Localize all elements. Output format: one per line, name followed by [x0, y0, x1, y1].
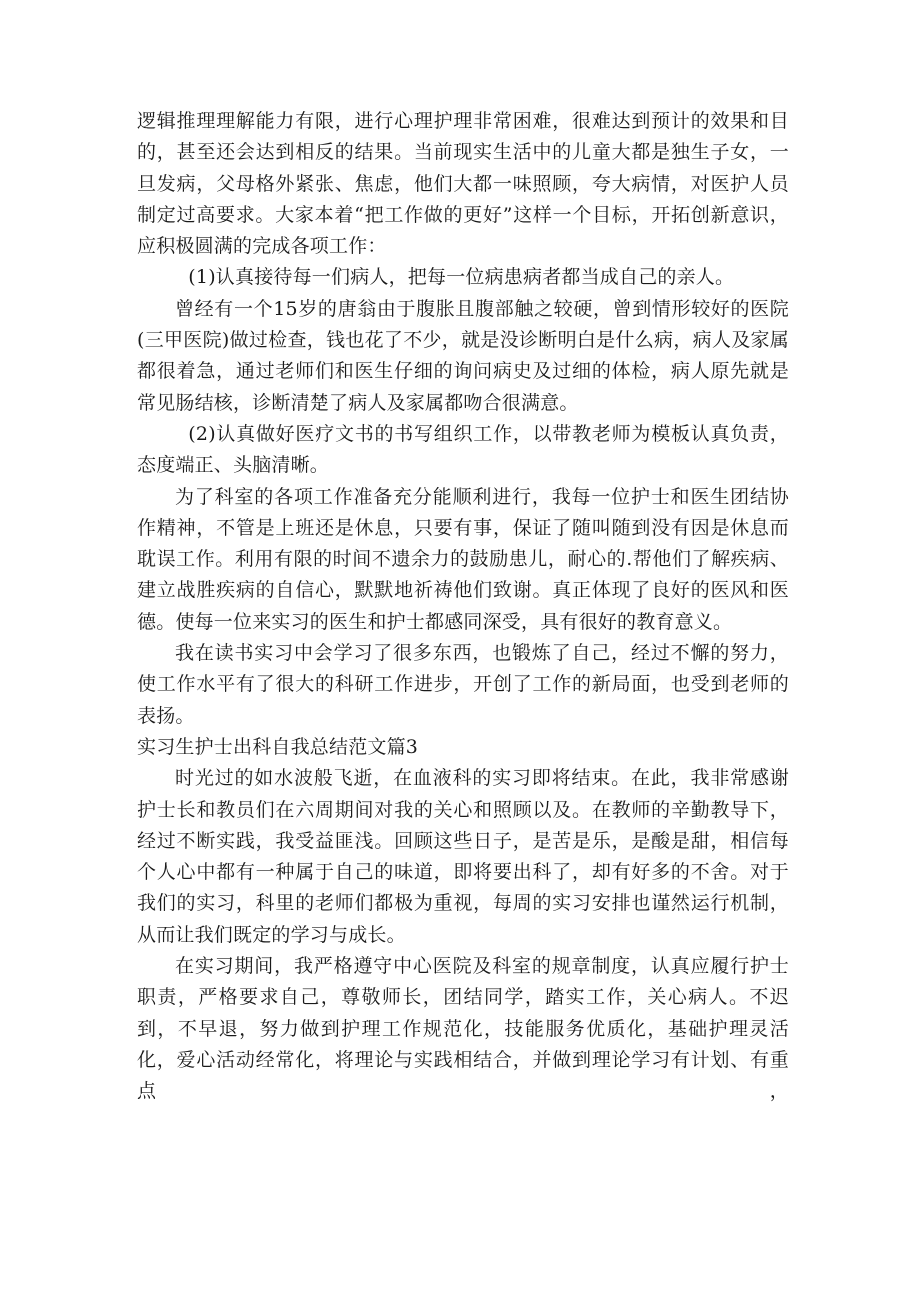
paragraph: 曾经有一个15岁的唐翁由于腹胀且腹部触之较硬，曾到情形较好的医院(三甲医院)做过检查，钱也花了不少，就是没诊断明白是什么病，病人及家属都很着急，通过老师们和医生仔细的询问病史及过细的体检，病人原先就是常见肠结核，诊断清楚了病人及家属都吻合很满意。 [137, 297, 789, 414]
section-heading: 实习生护士出科自我总结范文篇3 [137, 735, 419, 758]
paragraph: 逻辑推理理解能力有限，进行心理护理非常困难，很难达到预计的效果和目的，甚至还会达到相反的结果。当前现实生活中的儿童大都是独生子女，一旦发病，父母格外紧张、焦虑，他们大都一味照顾，夸大病情，对医护人员制定过高要求。大家本着“把工作做的更好”这样一个目标，开拓创新意识，应积极圆满的完成各项工作： [137, 110, 789, 258]
paragraph: 在实习期间，我严格遵守中心医院及科室的规章制度，认真应履行护士职责，严格要求自己，尊敬师长，团结同学，踏实工作，关心病人。不迟到，不早退，努力做到护理工作规范化，技能服务优质化，基础护理灵活化，爱心活动经常化，将理论与实践相结合，并做到理论学习有计划、有重点， [137, 955, 789, 1103]
list-item-2: (2)认真做好医疗文书的书写组织工作，以带教老师为模板认真负责，态度端正、头脑清晰。 [137, 422, 789, 477]
paragraph: 我在读书实习中会学习了很多东西，也锻炼了自己，经过不懈的努力，使工作水平有了很大的科研工作进步，开创了工作的新局面，也受到老师的表扬。 [137, 642, 789, 727]
document-body [137, 106, 789, 1108]
paragraph: 为了科室的各项工作准备充分能顺利进行，我每一位护士和医生团结协作精神，不管是上班还是休息，只要有事，保证了随叫随到没有因是休息而耽误工作。利用有限的时间不遗余力的鼓励患儿，耐心的.帮他们了解疾病、建立战胜疾病的自信心，默默地祈祷他们致谢。真正体现了良好的医风和医德。使每一位来实习的医生和护士都感同深受，具有很好的教育意义。 [137, 485, 789, 633]
list-item-1: (1)认真接待每一们病人，把每一位病患病者都当成自己的亲人。 [188, 266, 735, 289]
paragraph: 时光过的如水波般飞逝，在血液科的实习即将结束。在此，我非常感谢护士长和教员们在六周期间对我的关心和照顾以及。在教师的辛勤教导下，经过不断实践，我受益匪浅。回顾这些日子，是苦是乐，是酸是甜，相信每个人心中都有一种属于自己的味道，即将要出科了，却有好多的不舍。对于我们的实习，科里的老师们都极为重视，每周的实习安排也谨然运行机制，从而让我们既定的学习与成长。 [137, 767, 789, 946]
